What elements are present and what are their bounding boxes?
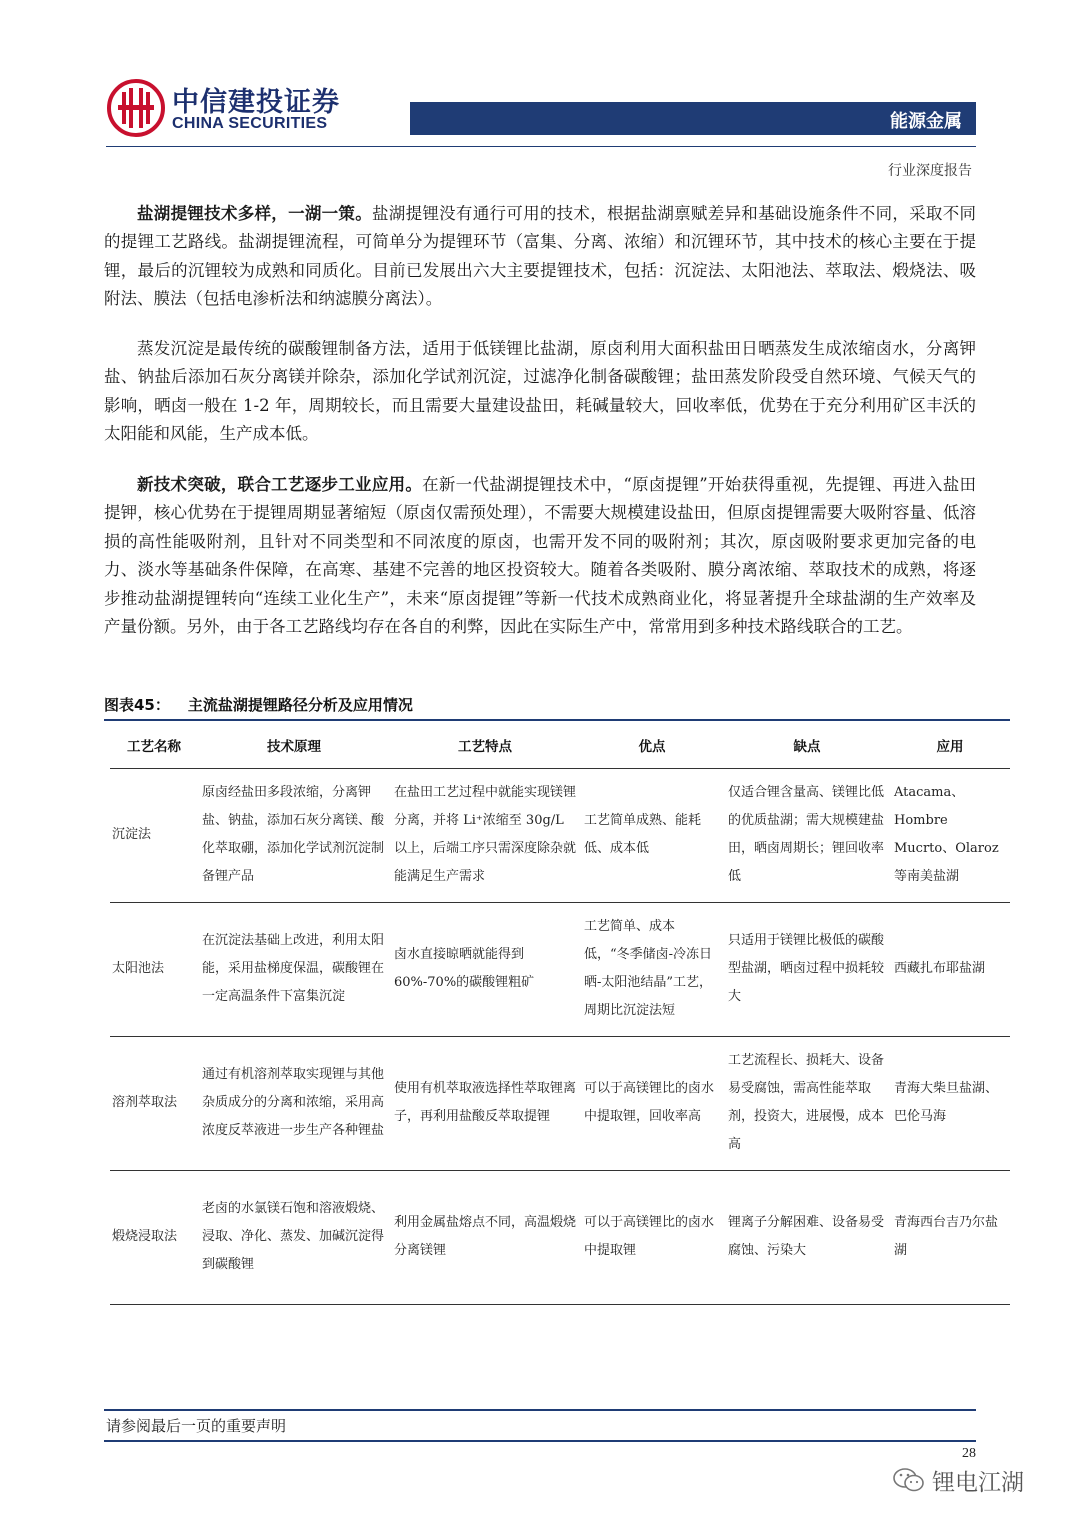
- paragraph-1: [104, 200, 976, 314]
- table-cell: 青海西台吉乃尔盐湖: [890, 1170, 1010, 1304]
- paragraph-2: [104, 335, 976, 449]
- report-type: 行业深度报告: [888, 163, 972, 179]
- table-cell: 只适用于镁锂比极低的碳酸型盐湖，晒卤过程中损耗较大: [724, 902, 890, 1036]
- table-cell: 沉淀法: [110, 768, 198, 902]
- wechat-icon: [892, 1466, 926, 1494]
- wechat-watermark: [892, 1462, 1052, 1498]
- table-row: [110, 768, 1010, 902]
- sector-banner: [410, 102, 976, 135]
- table-cell: 在盐田工艺过程中就能实现镁锂分离，并将 Li⁺浓缩至 30g/L 以上，后端工序只需深度除杂就能满足生产需求: [390, 768, 580, 902]
- paragraph-3-text: 在新一代盐湖提锂技术中，“原卤提锂”开始获得重视，先提锂、再进入盐田提钾，核心优势在于提锂周期显著缩短（原卤仅需预处理），不需要大规模建设盐田，但原卤提锂需要大吸附容量、低溶损的高性能吸附剂，且针对不同类型和不同浓度的原卤，也需开发不同的吸附剂；其次，原卤吸附要求更加完备的电力、淡水等基础条件保障，在高寒、基建不完善的地区投资较大。随着各类吸附、膜分离浓缩、萃取技术的成熟，将逐步推动盐湖提锂转向“连续工业化生产”，未来“原卤提锂”等新一代技术成熟商业化，将显著提升全球盐湖的生产效率及产量份额。另外，由于各工艺路线均存在各自的利弊，因此在实际生产中，常常用到多种技术路线联合的工艺。: [104, 475, 977, 637]
- table-cell: 青海大柴旦盐湖、巴伦马海: [890, 1036, 1010, 1170]
- table-row: [110, 902, 1010, 1036]
- table-row: [110, 1036, 1010, 1170]
- table-cell: 老卤的水氯镁石饱和溶液煅烧、浸取、净化、蒸发、加碱沉淀得到碳酸锂: [198, 1170, 390, 1304]
- table-cell: 工艺流程长、损耗大、设备易受腐蚀，需高性能萃取剂，投资大，进展慢，成本高: [724, 1036, 890, 1170]
- column-header: 应用: [890, 722, 1010, 768]
- table-cell: 溶剂萃取法: [110, 1036, 198, 1170]
- table-cell: 使用有机萃取液选择性萃取锂离子，再利用盐酸反萃取提锂: [390, 1036, 580, 1170]
- table-cell: 仅适合锂含量高、镁锂比低的优质盐湖；需大规模建盐田，晒卤周期长；锂回收率低: [724, 768, 890, 902]
- figure-number: 图表45：: [104, 696, 170, 714]
- brand-name-cn: 中信建投证券: [172, 87, 340, 118]
- table-cell: 太阳池法: [110, 902, 198, 1036]
- column-header: 技术原理: [198, 722, 390, 768]
- table-header-row: [110, 722, 1010, 768]
- column-header: 工艺名称: [110, 722, 198, 768]
- sector-label: 能源金属: [890, 111, 962, 132]
- paragraph-2-text: 蒸发沉淀是最传统的碳酸锂制备方法，适用于低镁锂比盐湖，原卤利用大面积盐田日晒蒸发生成浓缩卤水，分离钾盐、钠盐后添加石灰分离镁并除杂，添加化学试剂沉淀，过滤净化制备碳酸锂；盐田蒸发阶段受自然环境、气候天气的影响，晒卤一般在 1-2 年，周期较长，而且需要大量建设盐田，耗碱量较大，回收率低，优势在于充分利用矿区丰沃的太阳能和风能，生产成本低。: [104, 339, 976, 444]
- lithium-extraction-table: [110, 722, 1010, 1305]
- disclaimer-note: 请参阅最后一页的重要声明: [106, 1417, 287, 1435]
- table-cell: 在沉淀法基础上改进，利用太阳能，采用盐梯度保温，碳酸锂在一定高温条件下富集沉淀: [198, 902, 390, 1036]
- table-cell: 工艺简单、成本低，“冬季储卤-冷冻日晒-太阳池结晶”工艺，周期比沉淀法短: [580, 902, 724, 1036]
- paragraph-3: [104, 471, 976, 641]
- china-securities-logo: [106, 78, 166, 138]
- table-cell: 可以于高镁锂比的卤水中提取锂，回收率高: [580, 1036, 724, 1170]
- table-cell: 利用金属盐熔点不同，高温煅烧分离镁锂: [390, 1170, 580, 1304]
- table-cell: 卤水直接晾晒就能得到 60%-70%的碳酸锂粗矿: [390, 902, 580, 1036]
- column-header: 工艺特点: [390, 722, 580, 768]
- table-cell: 煅烧浸取法: [110, 1170, 198, 1304]
- figure-title: 主流盐湖提锂路径分析及应用情况: [187, 696, 413, 714]
- table-cell: 原卤经盐田多段浓缩，分离钾盐、钠盐，添加石灰分离镁、酸化萃取硼，添加化学试剂沉淀制备锂产品: [198, 768, 390, 902]
- table-cell: 锂离子分解困难、设备易受腐蚀、污染大: [724, 1170, 890, 1304]
- figure-caption: [104, 694, 413, 715]
- table-cell: 工艺简单成熟、能耗低、成本低: [580, 768, 724, 902]
- brand-name-en: CHINA SECURITIES: [172, 115, 328, 132]
- footer-top-rule: [104, 1409, 976, 1411]
- table-cell: 可以于高镁锂比的卤水中提取锂: [580, 1170, 724, 1304]
- header-divider: [106, 146, 976, 147]
- paragraph-1-lead: 盐湖提锂技术多样，一湖一策。: [137, 204, 372, 223]
- table-cell: Atacama、Hombre Mucrto、Olaroz 等南美盐湖: [890, 768, 1010, 902]
- paragraph-1-text: 盐湖提锂没有通行可用的技术，根据盐湖禀赋差异和基础设施条件不同，采取不同的提锂工艺路线。盐湖提锂流程，可简单分为提锂环节（富集、分离、浓缩）和沉锂环节，其中技术的核心主要在于提锂，最后的沉锂较为成熟和同质化。目前已发展出六大主要提锂技术，包括：沉淀法、太阳池法、萃取法、煅烧法、吸附法、膜法（包括电渗析法和纳滤膜分离法）。: [104, 204, 977, 309]
- footer-bottom-rule: [104, 1440, 976, 1442]
- table-cell: 西藏扎布耶盐湖: [890, 902, 1010, 1036]
- watermark-text: 锂电江湖: [932, 1470, 1024, 1496]
- table-row: [110, 1170, 1010, 1304]
- page-number: 28: [962, 1446, 976, 1461]
- paragraph-3-lead: 新技术突破，联合工艺逐步工业应用。: [137, 475, 423, 494]
- figure-top-rule: [104, 719, 1010, 721]
- column-header: 缺点: [724, 722, 890, 768]
- column-header: 优点: [580, 722, 724, 768]
- table-cell: 通过有机溶剂萃取实现锂与其他杂质成分的分离和浓缩，采用高浓度反萃液进一步生产各种锂盐: [198, 1036, 390, 1170]
